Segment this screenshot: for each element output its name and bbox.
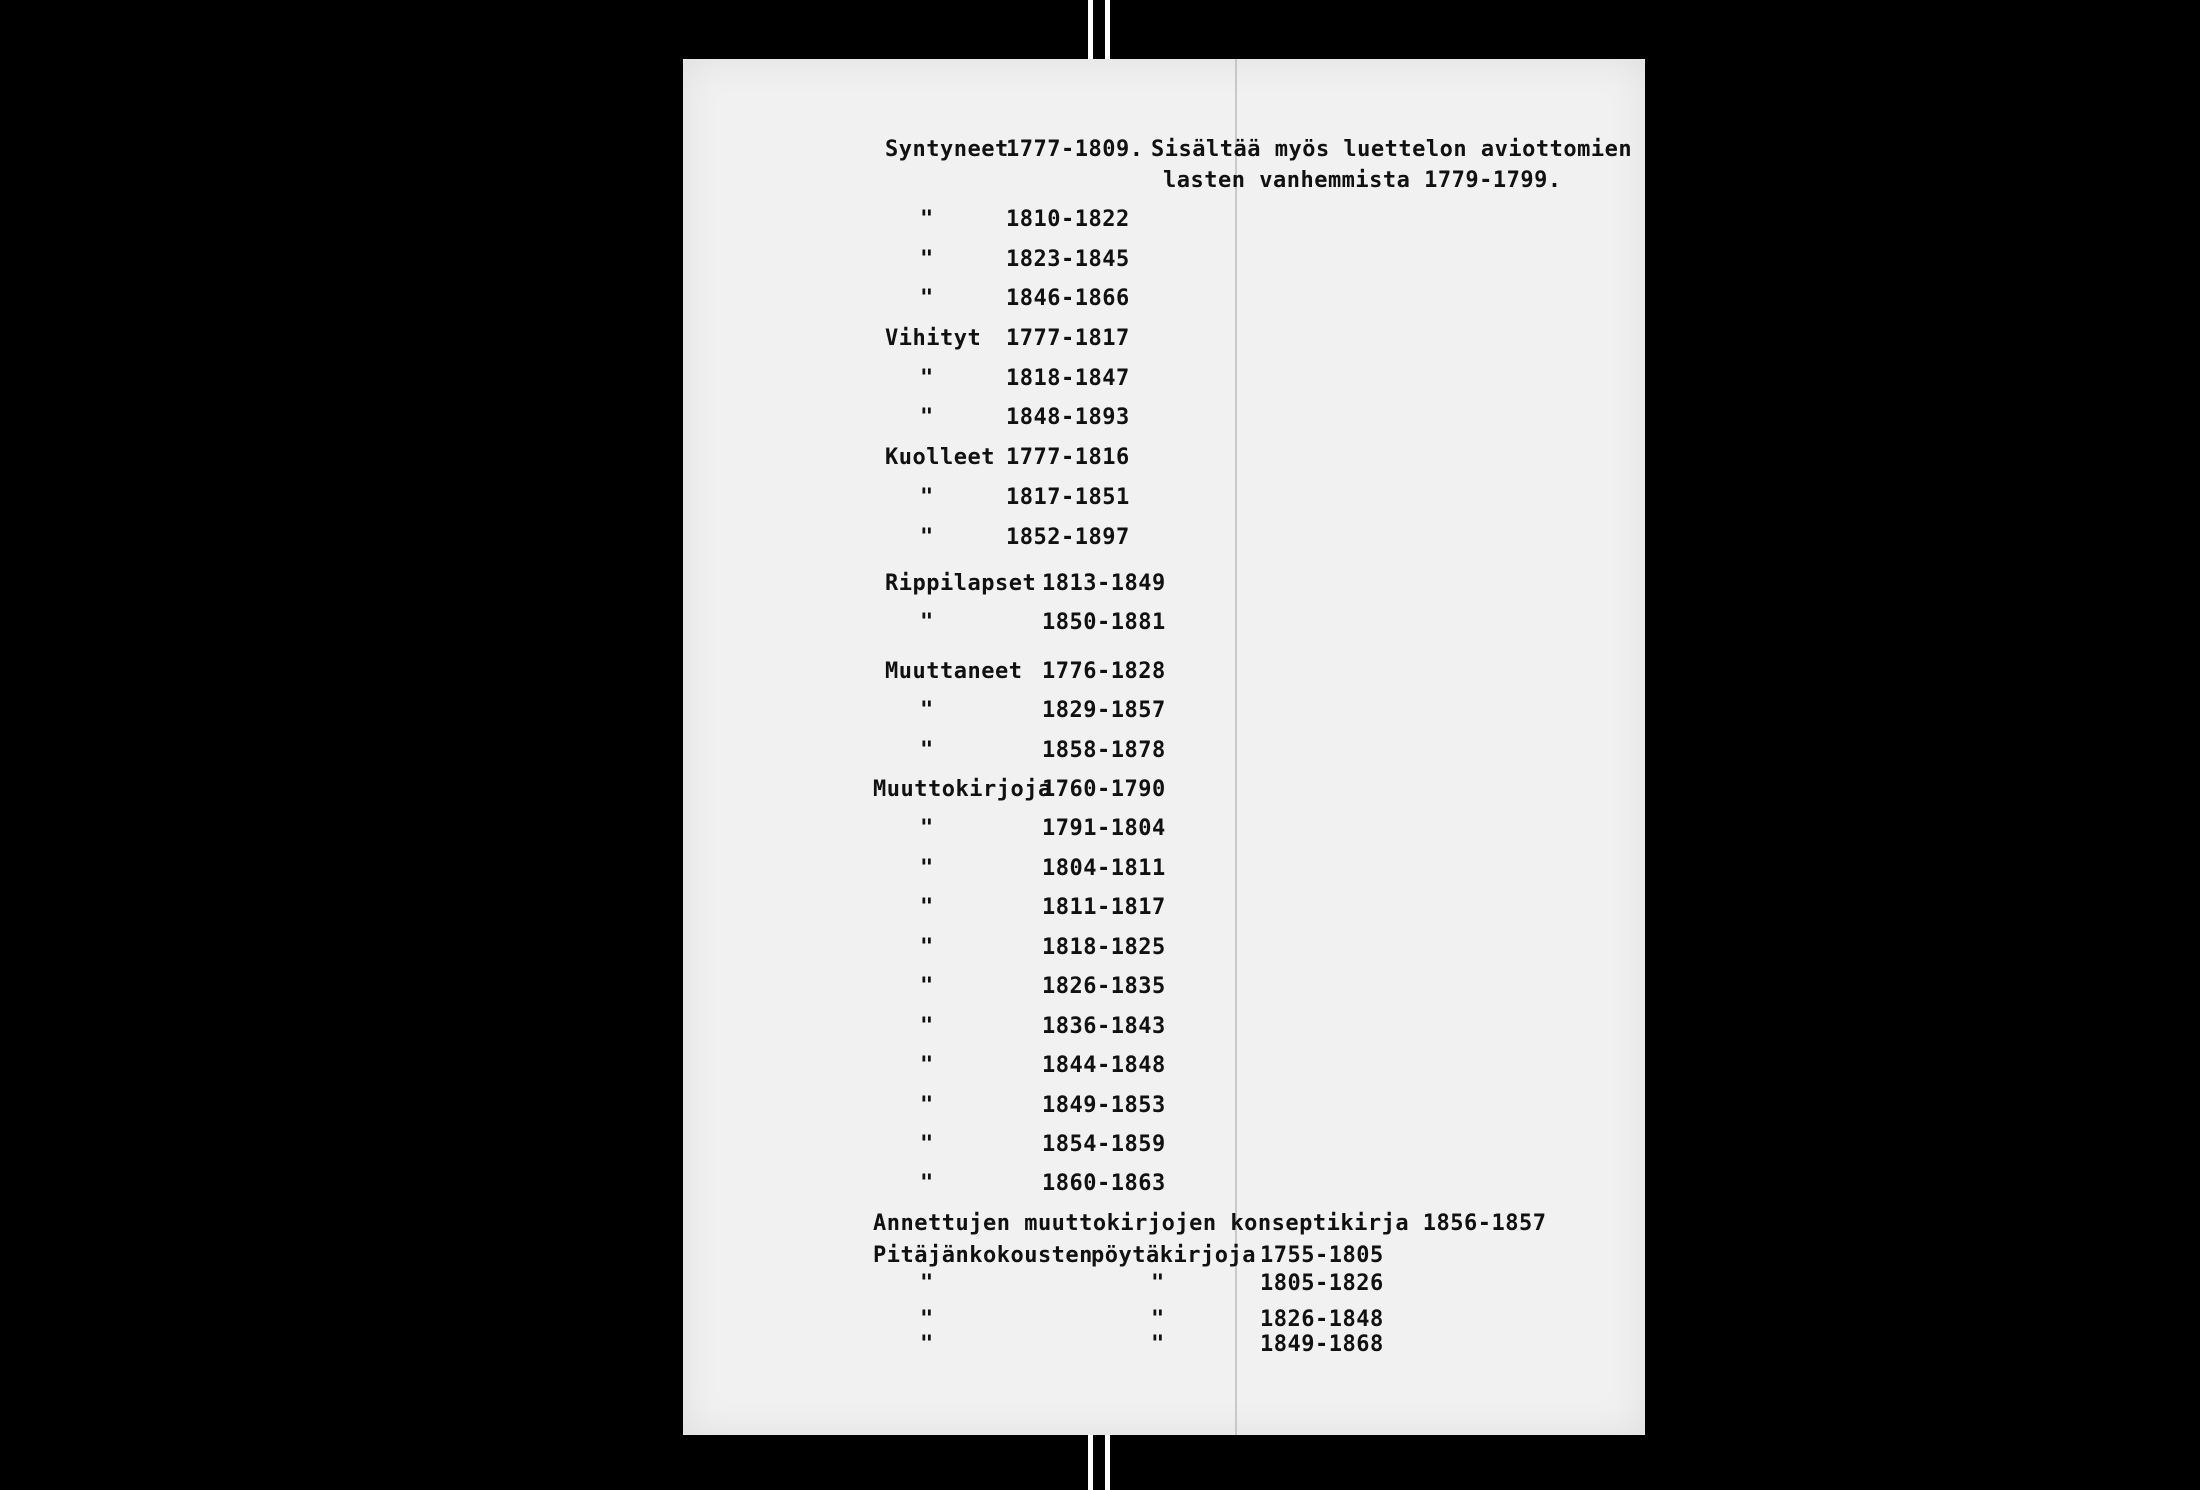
ditto-mark: " — [920, 1171, 934, 1196]
muuttokirjoja-range: 1791-1804 — [1042, 816, 1166, 841]
kuolleet-range: 1852-1897 — [1006, 525, 1130, 550]
muuttokirjoja-range: 1804-1811 — [1042, 856, 1166, 881]
ditto-mark: " — [920, 816, 934, 841]
film-edge-mark — [1105, 0, 1110, 62]
ditto-mark: " — [920, 935, 934, 960]
ditto-mark: " — [920, 1307, 934, 1332]
document-page — [683, 59, 1645, 1435]
muuttaneet-range: 1776-1828 — [1042, 659, 1166, 684]
ditto-mark: " — [1151, 1307, 1165, 1332]
rippilapset-range: 1813-1849 — [1042, 571, 1166, 596]
muuttokirjoja-label: Muuttokirjoja — [873, 777, 1052, 802]
header-note-line1: Sisältää myös luettelon aviottomien — [1151, 137, 1633, 162]
ditto-mark: " — [920, 286, 934, 311]
konseptikirja-line: Annettujen muuttokirjojen konseptikirja 1856-1857 — [873, 1211, 1547, 1236]
ditto-mark: " — [920, 974, 934, 999]
pitajankokousten-label: Pitäjänkokousten — [873, 1243, 1093, 1268]
muuttokirjoja-range: 1818-1825 — [1042, 935, 1166, 960]
kuolleet-label: Kuolleet — [885, 445, 995, 470]
pitajankokousten-range: 1755-1805 — [1260, 1243, 1384, 1268]
header-range: 1777-1809. — [1006, 137, 1144, 162]
muuttokirjoja-range: 1849-1853 — [1042, 1093, 1166, 1118]
vihityt-range: 1818-1847 — [1006, 366, 1130, 391]
muuttokirjoja-range: 1854-1859 — [1042, 1132, 1166, 1157]
muuttokirjoja-range: 1760-1790 — [1042, 777, 1166, 802]
header-note-line2: lasten vanhemmista 1779-1799. — [1163, 168, 1562, 193]
muuttaneet-range: 1829-1857 — [1042, 698, 1166, 723]
ditto-mark: " — [1151, 1332, 1165, 1357]
syntyneet-range: 1846-1866 — [1006, 286, 1130, 311]
ditto-mark: " — [920, 247, 934, 272]
syntyneet-range: 1823-1845 — [1006, 247, 1130, 272]
muuttokirjoja-range: 1844-1848 — [1042, 1053, 1166, 1078]
pitajankokousten-range: 1849-1868 — [1260, 1332, 1384, 1357]
ditto-mark: " — [920, 1271, 934, 1296]
muuttokirjoja-range: 1811-1817 — [1042, 895, 1166, 920]
ditto-mark: " — [920, 366, 934, 391]
film-edge-mark — [1088, 1432, 1093, 1490]
syntyneet-range: 1810-1822 — [1006, 207, 1130, 232]
film-edge-mark — [1105, 1432, 1110, 1490]
ditto-mark: " — [920, 1332, 934, 1357]
vihityt-label: Vihityt — [885, 326, 982, 351]
ditto-mark: " — [920, 856, 934, 881]
header-label: Syntyneet — [885, 137, 1009, 162]
ditto-mark: " — [1151, 1271, 1165, 1296]
ditto-mark: " — [920, 525, 934, 550]
ditto-mark: " — [920, 895, 934, 920]
muuttokirjoja-range: 1860-1863 — [1042, 1171, 1166, 1196]
pitajankokousten-range: 1805-1826 — [1260, 1271, 1384, 1296]
rippilapset-label: Rippilapset — [885, 571, 1037, 596]
vihityt-range: 1777-1817 — [1006, 326, 1130, 351]
ditto-mark: " — [920, 698, 934, 723]
ditto-mark: " — [920, 738, 934, 763]
ditto-mark: " — [920, 1053, 934, 1078]
kuolleet-range: 1817-1851 — [1006, 485, 1130, 510]
ditto-mark: " — [920, 485, 934, 510]
pitajankokousten-range: 1826-1848 — [1260, 1307, 1384, 1332]
kuolleet-range: 1777-1816 — [1006, 445, 1130, 470]
muuttaneet-label: Muuttaneet — [885, 659, 1023, 684]
ditto-mark: " — [920, 207, 934, 232]
film-edge-mark — [1088, 0, 1093, 62]
ditto-mark: " — [920, 610, 934, 635]
muuttokirjoja-range: 1826-1835 — [1042, 974, 1166, 999]
ditto-mark: " — [920, 1132, 934, 1157]
rippilapset-range: 1850-1881 — [1042, 610, 1166, 635]
ditto-mark: " — [920, 1093, 934, 1118]
vihityt-range: 1848-1893 — [1006, 405, 1130, 430]
poytakirjoja-label: pöytäkirjoja — [1091, 1243, 1256, 1268]
ditto-mark: " — [920, 405, 934, 430]
muuttokirjoja-range: 1836-1843 — [1042, 1014, 1166, 1039]
muuttaneet-range: 1858-1878 — [1042, 738, 1166, 763]
ditto-mark: " — [920, 1014, 934, 1039]
